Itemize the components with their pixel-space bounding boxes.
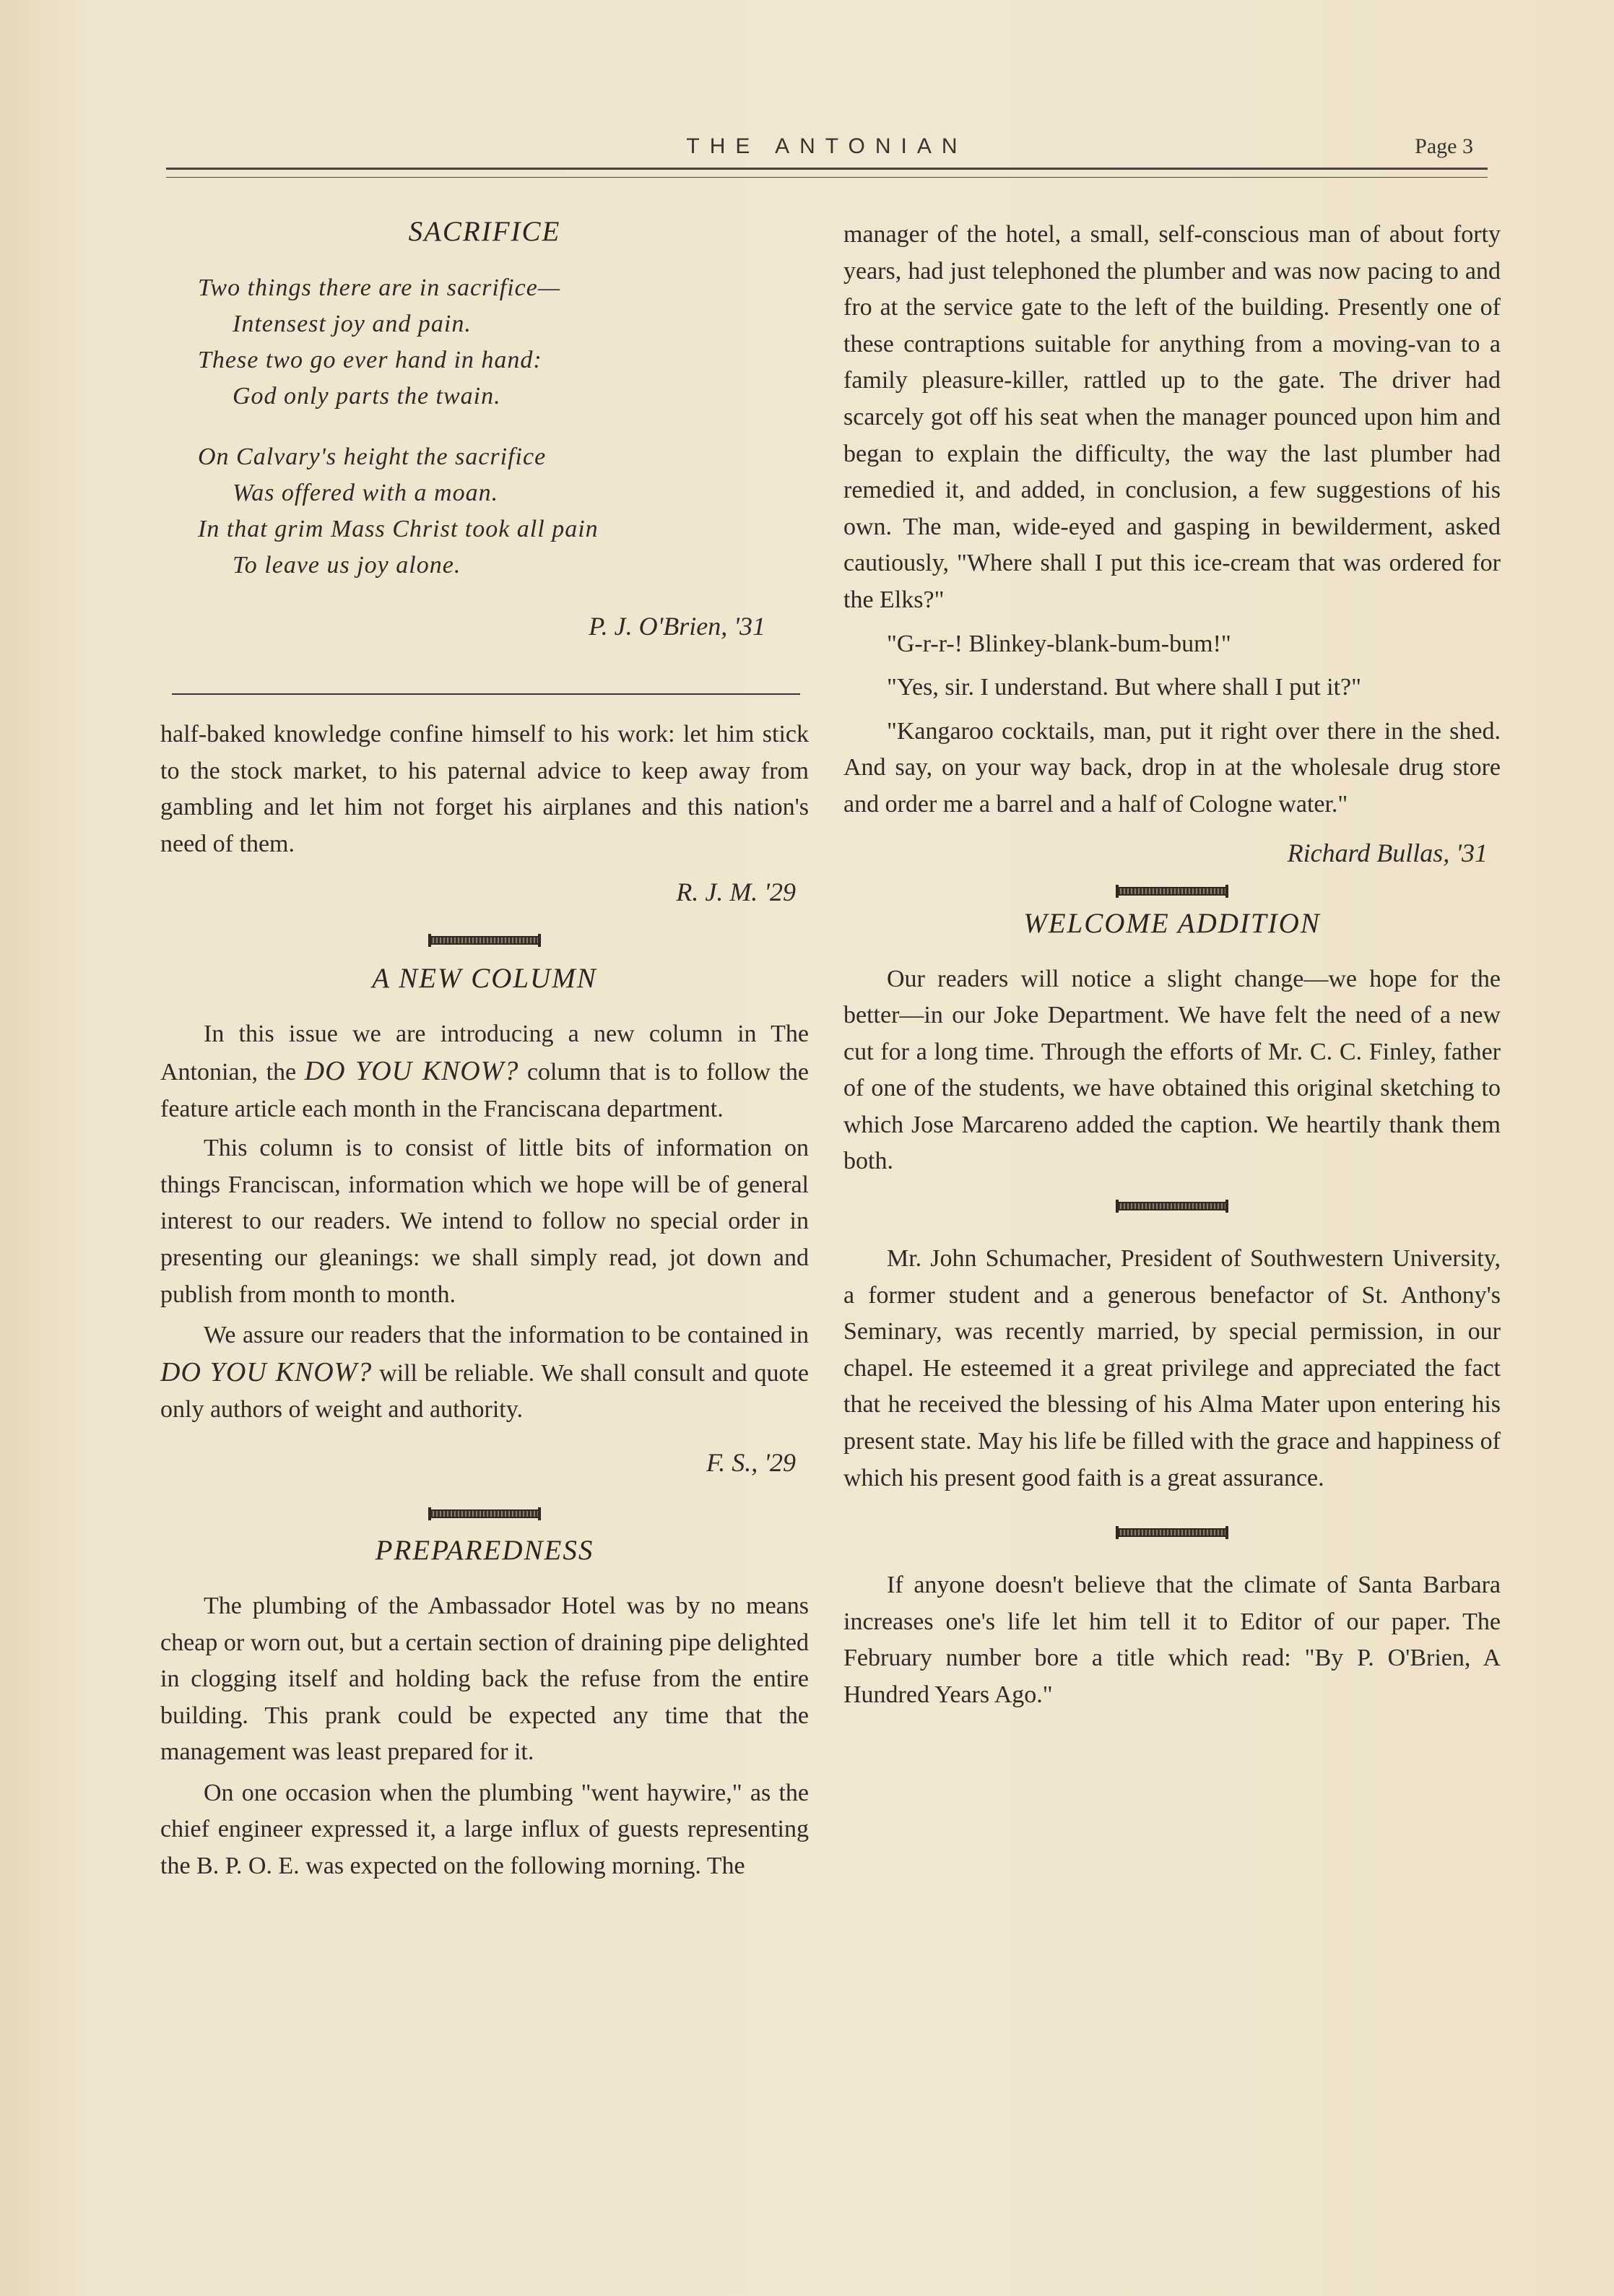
welcome-article (843, 907, 1501, 1181)
preparedness-continued (843, 217, 1501, 868)
section-ornament (1118, 1202, 1226, 1210)
section-ornament (1118, 887, 1226, 896)
new-column-article (160, 962, 809, 1478)
paragraph: On one occasion when the plumbing "went haywire," as the chief engineer expressed it, a large influx of guests representing the B. P. O. E. was expected on the following morning. The (160, 1779, 809, 1880)
climate-article (843, 1567, 1501, 1713)
page-number: Page 3 (1415, 134, 1473, 158)
publication-title: THE ANTONIAN (686, 134, 968, 158)
section-rule (172, 693, 800, 695)
paragraph: Our readers will notice a slight change—we hope for the better—in our Joke Department. We have felt the need of a new cut for a long time. Through the efforts of Mr. C. C. Finley, father of one of the students, we have obtained this original sketching to which Jose Marcareno added the caption. We heartily thank them both. (843, 965, 1501, 1175)
new-column-author: F. S., '29 (706, 1447, 796, 1477)
paragraph: In this issue we are introducing a new column in The Antonian, the DO YOU KNOW? column that is to follow the feature article each month in the Franciscana department. (160, 1021, 809, 1122)
section-ornament (430, 936, 539, 945)
sacrifice-poem (198, 270, 747, 584)
new-column-heading: A NEW COLUMN (372, 963, 597, 995)
continued-text: half-baked knowledge confine himself to his work: let him stick to the stock market, to his paternal advice to keep away from gambling and let him not forget his airplanes and this nation's need of them. (160, 721, 809, 857)
section-ornament (430, 1509, 539, 1518)
paragraph: "Kangaroo cocktails, man, put it right over there in the shed. And say, on your way back, drop in at the wholesale drug store and order me a barrel and a half of Cologne water." (843, 717, 1501, 818)
schumacher-article (843, 1241, 1501, 1496)
welcome-heading: WELCOME ADDITION (1023, 907, 1321, 939)
poem-line: On Calvary's height the sacrifice (198, 443, 547, 470)
paragraph: Mr. John Schumacher, President of Southwestern University, a former student and a generous benefactor of St. Anthony's Seminary, was recently married, by special permission, in our chapel. He esteemed it a great privilege and appreciated the fact that he received the blessing of his Alma Mater upon entering his present state. May his life be filled with the grace and happiness of which his present good faith is a great assurance. (843, 1245, 1501, 1491)
right-column (843, 217, 1501, 1714)
sacrifice-author: P. J. O'Brien, '31 (589, 612, 765, 641)
paragraph: The plumbing of the Ambassador Hotel was by no means cheap or worn out, but a certain section of draining pipe delighted in clogging itself and holding back the refuse from the entire building. This prank could be expected any time that the management was least prepared for it. (160, 1592, 809, 1766)
poem-line: These two go ever hand in hand: (198, 347, 542, 373)
poem-line: Two things there are in sacrifice— (198, 274, 561, 301)
section-ornament (1118, 1528, 1226, 1537)
poem-line: To leave us joy alone. (233, 552, 461, 579)
paragraph: "G-r-r-! Blinkey-blank-bum-bum!" (887, 630, 1231, 657)
continued-article (160, 716, 809, 907)
poem-line: Intensest joy and pain. (233, 311, 472, 337)
continued-author: R. J. M. '29 (676, 878, 796, 907)
running-head (166, 134, 1488, 163)
poem-line: Was offered with a moan. (233, 480, 499, 506)
paragraph: This column is to consist of little bits of information on things Franciscan, information which we hope will be of general interest to our readers. We intend to follow no special order in presenting our gleanings: we shall simply read, jot down and publish from month to month. (160, 1135, 809, 1308)
poem-line: In that grim Mass Christ took all pain (198, 516, 599, 542)
preparedness-author: Richard Bullas, '31 (1287, 838, 1488, 867)
paragraph: If anyone doesn't believe that the climate of Santa Barbara increases one's life let him tell it to Editor of our paper. The February number bore a title which read: "By P. O'Brien, A Hundred Years Ago." (843, 1572, 1501, 1708)
paragraph: "Yes, sir. I understand. But where shall I put it?" (887, 674, 1362, 701)
left-column (160, 209, 809, 1885)
sacrifice-article (160, 209, 809, 693)
sacrifice-heading: SACRIFICE (408, 216, 561, 247)
preparedness-article (160, 1534, 809, 1885)
paragraph: manager of the hotel, a small, self-conscious man of about forty years, had just telephoned the plumber and was now pacing to and fro at the service gate to the left of the building. Presently one of these contraptions suitable for anything from a moving-van to a family pleasure-killer, rattled up to the gate. The driver had scarcely got off his seat when the manager pounced upon him and began to explain the difficulty, the way the last plumber had remedied it, and added, in conclusion, a few suggestions of his own. The man, wide-eyed and gasping in bewilderment, asked cautiously, "Where shall I put this ice-cream that was ordered for the Elks?" (843, 221, 1501, 613)
header-rule (166, 168, 1488, 178)
paragraph: We assure our readers that the information to be contained in DO YOU KNOW? will be reliable. We shall consult and quote only authors of weight and authority. (160, 1322, 809, 1424)
poem-line: God only parts the twain. (233, 383, 501, 410)
preparedness-heading: PREPAREDNESS (375, 1534, 594, 1566)
